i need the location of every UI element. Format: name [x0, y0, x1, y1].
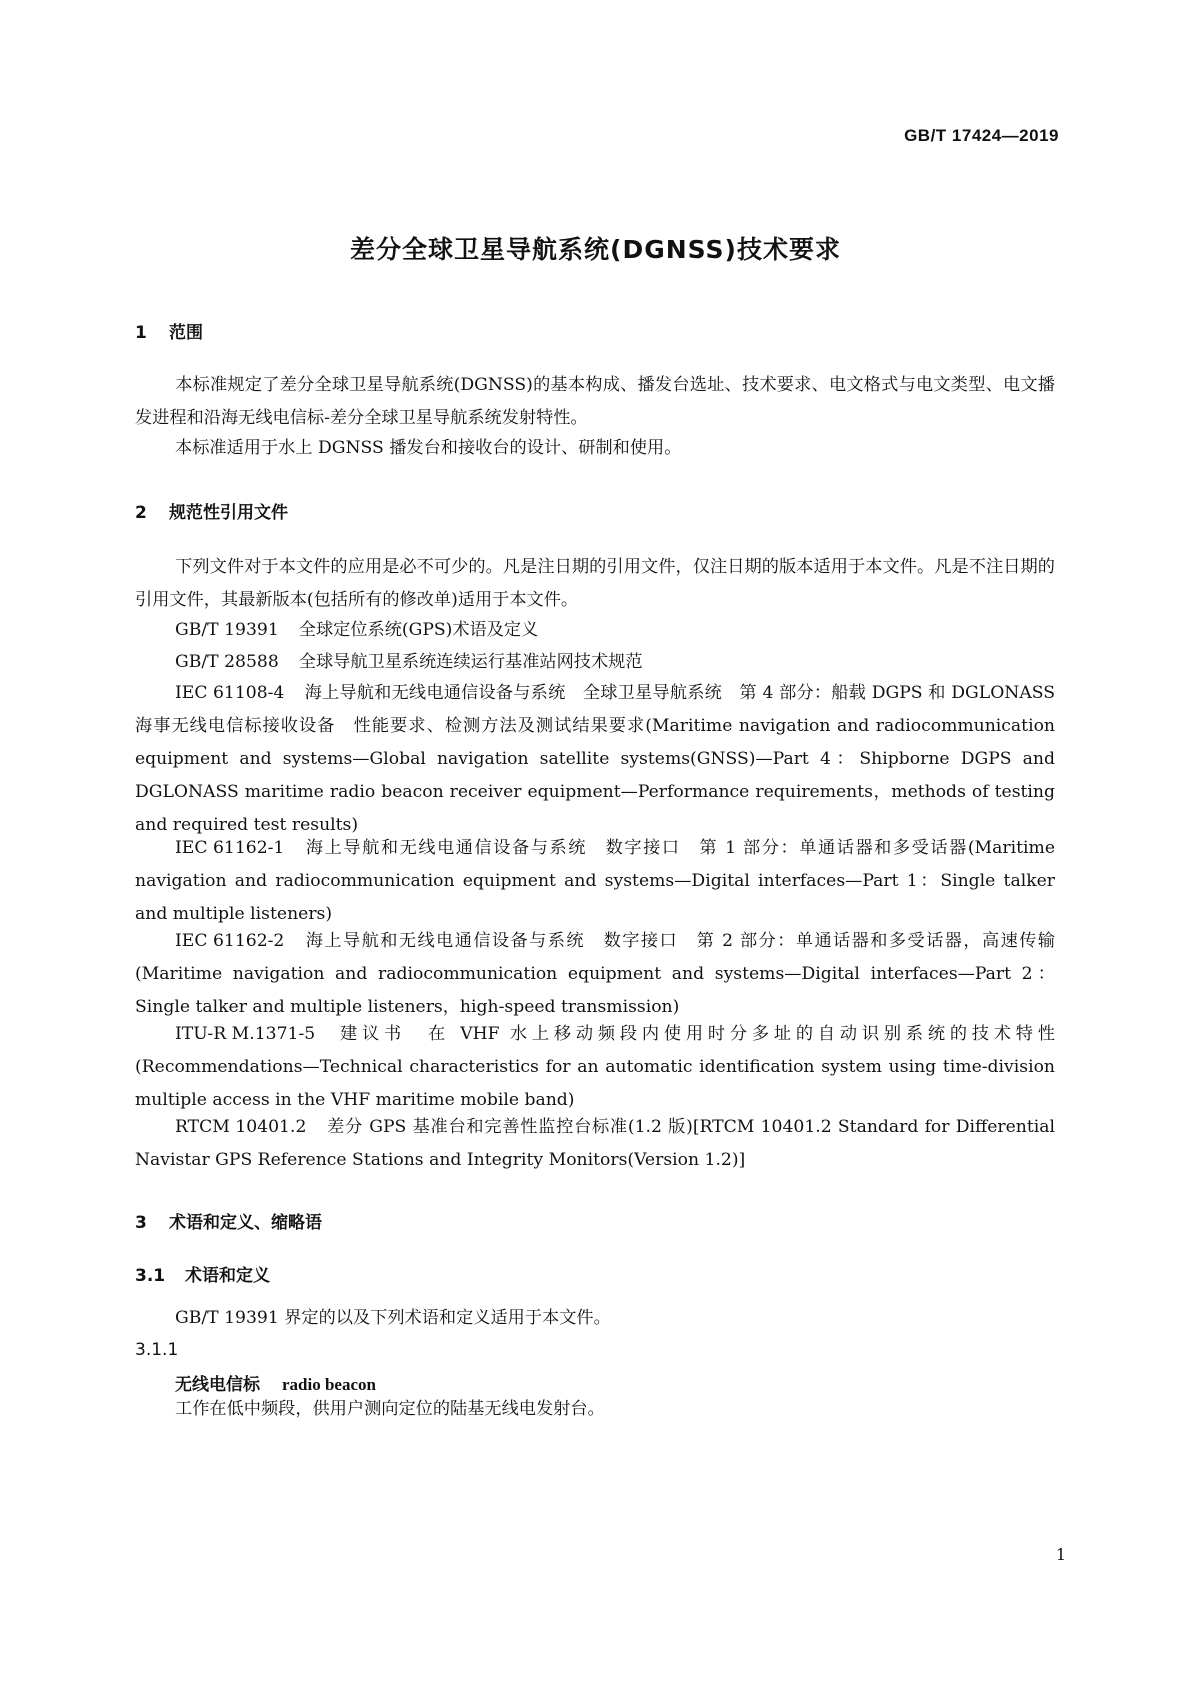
reference-title: 建议书 在 VHF 水上移动频段内使用时分多址的自动识别系统的技术特性(Recommendations—Technical characteristics for an automatic identification system using time-division multiple access in the VHF maritime mobile band)	[135, 1024, 1055, 1110]
reference-id: GB/T 19391	[175, 620, 279, 640]
reference-item	[135, 1111, 1055, 1177]
subsection-number: 3.1	[135, 1266, 166, 1286]
scope-paragraph-1: 本标准规定了差分全球卫星导航系统(DGNSS)的基本构成、播发台选址、技术要求、电文格式与电文类型、电文播发进程和沿海无线电信标-差分全球卫星导航系统发射特性。	[135, 375, 1055, 428]
reference-item	[135, 832, 1055, 931]
reference-title: 全球定位系统(GPS)术语及定义	[298, 620, 539, 640]
reference-title: 全球导航卫星系统连续运行基准站网技术规范	[298, 652, 643, 672]
section-number: 1	[135, 323, 147, 343]
terms-intro: GB/T 19391 界定的以及下列术语和定义适用于本文件。	[175, 1308, 611, 1328]
section-title: 范围	[169, 323, 203, 343]
reference-id: IEC 61108-4	[175, 683, 285, 703]
reference-id: GB/T 28588	[175, 652, 279, 672]
reference-id: IEC 61162-1	[175, 838, 285, 858]
section-number: 3	[135, 1213, 147, 1233]
reference-item	[135, 925, 1055, 1024]
section-3-heading	[135, 1208, 322, 1233]
standard-number: GB/T 17424—2019	[904, 126, 1059, 145]
section-2-heading	[135, 498, 288, 523]
reference-title: 海上导航和无线电通信设备与系统 全球卫星导航系统 第 4 部分：船载 DGPS 和 DGLONASS 海事无线电信标接收设备 性能要求、检测方法及测试结果要求(Maritime navigation and radiocommunication equipment and systems—Global navigation satellite systems(GNSS)—Part 4：Shipborne DGPS and DGLONASS maritime radio beacon receiver equipment—Performance requirements，methods of testing and required test results)	[135, 683, 1055, 835]
term-definition: 工作在低中频段，供用户测向定位的陆基无线电发射台。	[175, 1399, 605, 1419]
section-title: 术语和定义、缩略语	[169, 1213, 322, 1233]
section-title: 规范性引用文件	[169, 503, 288, 523]
reference-item	[135, 614, 1055, 647]
references-intro: 下列文件对于本文件的应用是必不可少的。凡是注日期的引用文件，仅注日期的版本适用于本文件。凡是不注日期的引用文件，其最新版本(包括所有的修改单)适用于本文件。	[135, 557, 1055, 610]
scope-paragraph-2: 本标准适用于水上 DGNSS 播发台和接收台的设计、研制和使用。	[175, 438, 682, 458]
page-number: 1	[1055, 1545, 1066, 1564]
document-title: 差分全球卫星导航系统(DGNSS)技术要求	[350, 235, 841, 264]
reference-item	[135, 677, 1055, 842]
subsection-title: 术语和定义	[185, 1266, 270, 1286]
reference-id: IEC 61162-2	[175, 931, 285, 951]
term-english: radio beacon	[282, 1375, 376, 1394]
reference-id: RTCM 10401.2	[175, 1117, 307, 1137]
term-heading	[175, 1370, 376, 1395]
reference-id: ITU-R M.1371-5	[175, 1024, 316, 1044]
reference-title: 海上导航和无线电通信设备与系统 数字接口 第 1 部分：单通话器和多受话器(Maritime navigation and radiocommunication equipment and systems—Digital interfaces—Part 1：Single talker and multiple listeners)	[135, 838, 1055, 924]
section-number: 2	[135, 503, 147, 523]
reference-item	[135, 1018, 1055, 1117]
term-chinese: 无线电信标	[175, 1375, 260, 1395]
section-1-heading	[135, 318, 203, 343]
reference-item	[135, 646, 1055, 679]
term-number: 3.1.1	[135, 1340, 179, 1360]
reference-title: 海上导航和无线电通信设备与系统 数字接口 第 2 部分：单通话器和多受话器，高速传输(Maritime navigation and radiocommunication equipment and systems—Digital interfaces—Part 2：Single talker and multiple listeners，high-speed transmission)	[135, 931, 1055, 1017]
reference-title: 差分 GPS 基准台和完善性监控台标准(1.2 版)[RTCM 10401.2 Standard for Differential Navistar GPS Reference Stations and Integrity Monitors(Version 1.2)]	[135, 1117, 1055, 1170]
subsection-3-1-heading	[135, 1261, 270, 1286]
